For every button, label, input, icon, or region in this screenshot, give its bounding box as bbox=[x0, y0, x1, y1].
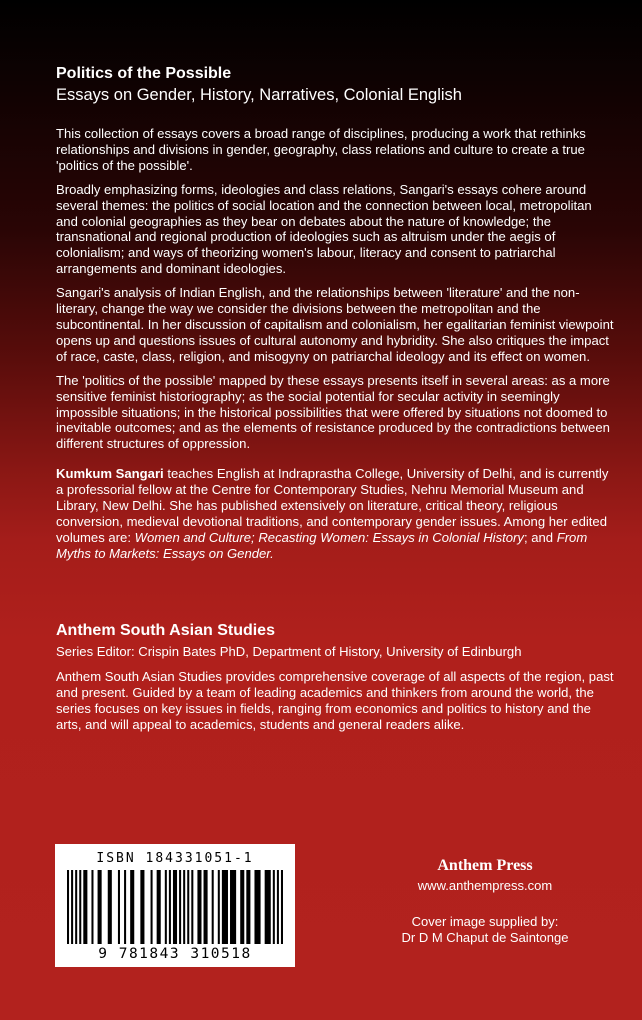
barcode-bar bbox=[98, 870, 102, 944]
publisher-block bbox=[380, 856, 590, 894]
barcode-bar bbox=[75, 870, 77, 944]
barcode-bar bbox=[67, 870, 69, 944]
barcode-bar bbox=[246, 870, 250, 944]
barcode-bar bbox=[254, 870, 260, 944]
cover-credit-line-1: Cover image supplied by: bbox=[411, 914, 559, 929]
blurb-paragraph-1: This collection of essays covers a broad range of disciplines, producing a work that rethinks relationships and divisions in gender, geography, class relations and culture to create a true 'politics of the possible'. bbox=[56, 126, 586, 173]
isbn-digits: 9 781843 310518 bbox=[98, 946, 252, 962]
series-block bbox=[56, 621, 616, 733]
blurb-paragraph-4: The 'politics of the possible' mapped by these essays presents itself in several areas: as a more sensitive feminist historiography; as the social potential for secular activity in seemingly impossible situations; in the historical possibilities that were offered by situations not doomed to inevitable outcomes; and as the elements of resistance produced by the contradictions between different structures of oppression. bbox=[56, 372, 610, 452]
barcode-bar bbox=[218, 870, 220, 944]
barcode-bar bbox=[273, 870, 275, 944]
barcode-bar bbox=[240, 870, 244, 944]
barcode-bar bbox=[165, 870, 167, 944]
barcode-bar bbox=[212, 870, 214, 944]
barcode-bars bbox=[67, 870, 283, 944]
barcode-bar bbox=[91, 870, 93, 944]
barcode-bar bbox=[173, 870, 177, 944]
barcode-bar bbox=[71, 870, 73, 944]
author-name: Kumkum Sangari bbox=[56, 466, 164, 482]
author-bio bbox=[56, 466, 616, 561]
author-bio-text: teaches English at Indraprastha College, University of Delhi, and is currently a professorial fellow at the Centre for Contemporary Studies, Nehru Memorial Museum and Library, New Delhi. She has published extensively on literature, critical theory, religious conversion, medieval devotional traditions, and contemporary gender issues. Among her edited volumes are: bbox=[56, 466, 609, 545]
title-block bbox=[56, 64, 616, 105]
publisher-website: www.anthempress.com bbox=[417, 878, 553, 893]
cover-credit bbox=[380, 914, 590, 946]
barcode-bar bbox=[277, 870, 279, 944]
author-joiner: ; and bbox=[523, 529, 557, 545]
barcode-bar bbox=[191, 870, 193, 944]
series-editor: Series Editor: Crispin Bates PhD, Department of History, University of Edinburgh bbox=[56, 644, 522, 659]
barcode-bar bbox=[230, 870, 236, 944]
barcode-bar bbox=[140, 870, 144, 944]
blurb-paragraph-3: Sangari's analysis of Indian English, and the relationships between 'literature' and the non-literary, change the way we consider the divisions between the metropolitan and the subcontinental. In her discussion of capitalism and colonialism, her egalitarian feminist viewpoint opens up and questions issues of cultural autonomy and hybridity. She also critiques the impact of race, caste, class, religion, and misogyny on patriarchal ideology and its effect on women. bbox=[56, 285, 614, 364]
blurb-paragraph-2: Broadly emphasizing forms, ideologies and class relations, Sangari's essays cohere around several themes: the politics of social location and the connection between local, metropolitan and colonial geographies as they bear on debates about the nature of knowledge; the transnational and regional production of ideologies such as altruism under the aegis of colonialism; and ways of theorizing women's labour, literacy and consent to patriarchal arrangements and dominant ideologies. bbox=[56, 181, 592, 277]
barcode bbox=[55, 844, 295, 967]
barcode-bar bbox=[83, 870, 87, 944]
publisher-name: Anthem Press bbox=[437, 857, 533, 874]
barcode-bar bbox=[187, 870, 189, 944]
barcode-bar bbox=[281, 870, 283, 944]
barcode-bar bbox=[179, 870, 181, 944]
barcode-bar bbox=[108, 870, 112, 944]
barcode-bar bbox=[197, 870, 201, 944]
barcode-bar bbox=[151, 870, 153, 944]
book-title: Politics of the Possible bbox=[56, 65, 232, 82]
barcode-bar bbox=[79, 870, 81, 944]
barcode-bar bbox=[204, 870, 208, 944]
series-title: Anthem South Asian Studies bbox=[56, 622, 275, 639]
author-volume-1: Women and Culture; Recasting Women: Essays in Colonial History bbox=[134, 529, 524, 545]
barcode-bar bbox=[124, 870, 126, 944]
author-volume-2: From Myths to Markets: Essays on Gender. bbox=[56, 529, 588, 561]
barcode-bar bbox=[157, 870, 161, 944]
barcode-bar bbox=[183, 870, 185, 944]
barcode-bar bbox=[222, 870, 228, 944]
blurb bbox=[56, 126, 616, 570]
barcode-bar bbox=[118, 870, 120, 944]
isbn-label: ISBN 184331051-1 bbox=[96, 851, 254, 866]
barcode-bar bbox=[169, 870, 171, 944]
book-subtitle: Essays on Gender, History, Narratives, Colonial English bbox=[56, 86, 462, 104]
barcode-bar bbox=[130, 870, 134, 944]
cover-credit-line-2: Dr D M Chaput de Saintonge bbox=[401, 930, 569, 945]
series-description: Anthem South Asian Studies provides comprehensive coverage of all aspects of the region, past and present. Guided by a team of leading academics and thinkers from around the world, the series focuses on key issues in fields, ranging from economics and politics to history and the arts, and will appeal to academics, students and general readers alike. bbox=[56, 669, 614, 732]
barcode-bar bbox=[265, 870, 271, 944]
